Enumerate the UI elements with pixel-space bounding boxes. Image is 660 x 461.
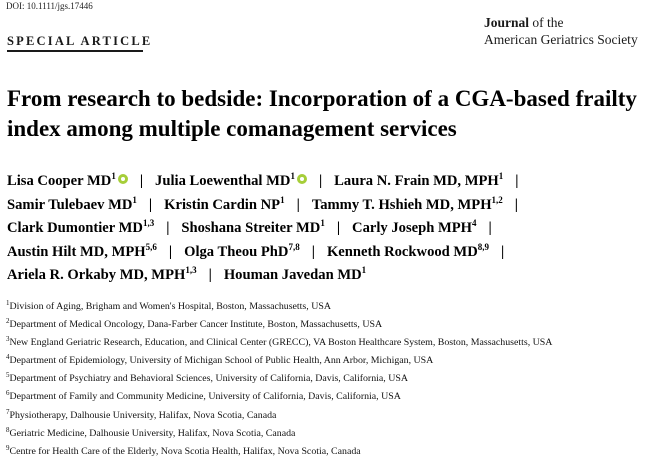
author-name-text: Shoshana Streiter MD bbox=[181, 220, 321, 237]
journal-logo[interactable] bbox=[484, 14, 638, 48]
author-line bbox=[7, 170, 657, 194]
author-name[interactable] bbox=[352, 220, 477, 236]
affiliation-item bbox=[6, 425, 656, 443]
author-separator: | bbox=[296, 196, 300, 213]
author-separator: | bbox=[166, 220, 170, 237]
affiliation-item bbox=[6, 443, 656, 461]
journal-logo-word: Journal bbox=[484, 15, 530, 30]
author-separator: | bbox=[139, 173, 144, 189]
affiliation-item bbox=[6, 407, 656, 425]
author-name[interactable] bbox=[155, 173, 307, 189]
author-name[interactable] bbox=[184, 241, 300, 260]
affiliation-item bbox=[6, 316, 656, 334]
affiliation-ref[interactable]: 1,3 bbox=[142, 218, 155, 229]
author-line bbox=[7, 264, 657, 288]
affiliation-number: 1 bbox=[6, 299, 10, 307]
affiliation-text: New England Geriatric Research, Education, and Clinical Center (GRECC), VA Boston Healthcare System, Boston, Massachusetts, USA bbox=[9, 337, 553, 349]
affiliation-number: 3 bbox=[6, 335, 10, 344]
author-name[interactable] bbox=[181, 220, 324, 236]
journal-logo-line1 bbox=[484, 14, 638, 31]
affiliation-ref[interactable]: 1 bbox=[132, 194, 137, 205]
affiliation-text: Division of Aging, Brigham and Women's Hospital, Boston, Massachusetts, USA bbox=[9, 301, 331, 312]
author-separator: | bbox=[336, 220, 341, 237]
author-name[interactable] bbox=[7, 267, 197, 283]
orcid-icon[interactable] bbox=[118, 174, 128, 184]
author-name-text: Austin Hilt MD, MPH bbox=[7, 243, 146, 260]
affiliation-text: Centre for Health Care of the Elderly, Nova Scotia Health, Halifax, Nova Scotia, Canada bbox=[9, 445, 361, 457]
affiliation-ref[interactable]: 1 bbox=[498, 171, 504, 181]
affiliation-ref[interactable]: 1 bbox=[290, 171, 295, 181]
author-name-text: Olga Theou PhD bbox=[184, 243, 289, 260]
author-name-text: Samir Tulebaev MD bbox=[7, 196, 133, 213]
affiliation-number: 7 bbox=[6, 407, 10, 416]
affiliation-text: Department of Medical Oncology, Dana-Farber Cancer Institute, Boston, Massachusetts, USA bbox=[9, 319, 383, 331]
section-underline bbox=[7, 50, 143, 52]
author-separator: | bbox=[311, 243, 315, 260]
author-separator: | bbox=[208, 267, 212, 284]
author-line bbox=[7, 241, 657, 265]
affiliation-text: Geriatric Medicine, Dalhousie University, Halifax, Nova Scotia, Canada bbox=[9, 427, 296, 439]
journal-logo-line2: American Geriatrics Society bbox=[484, 32, 638, 47]
author-separator: | bbox=[318, 173, 323, 189]
section-label: SPECIAL ARTICLE bbox=[7, 34, 153, 48]
affiliation-text: Department of Family and Community Medicine, University of California, Davis, California, USA bbox=[9, 391, 401, 403]
affiliation-item bbox=[6, 352, 656, 370]
author-name-text: Julia Loewenthal MD bbox=[155, 173, 291, 189]
journal-logo-of-the: of the bbox=[529, 15, 564, 30]
affiliation-number: 9 bbox=[6, 443, 10, 452]
author-name[interactable] bbox=[326, 241, 489, 260]
affiliation-number: 8 bbox=[6, 425, 10, 434]
orcid-icon[interactable] bbox=[297, 174, 307, 184]
author-name-text: Houman Javedan MD bbox=[223, 267, 362, 284]
author-separator: | bbox=[514, 196, 519, 213]
affiliation-item bbox=[6, 388, 656, 406]
author-name[interactable] bbox=[224, 267, 366, 283]
affiliation-ref[interactable]: 1 bbox=[361, 265, 367, 276]
affiliation-item bbox=[6, 298, 656, 316]
affiliation-ref[interactable]: 7,8 bbox=[288, 241, 300, 252]
affiliation-item bbox=[6, 334, 656, 352]
affiliation-ref[interactable]: 1 bbox=[320, 218, 325, 229]
affiliation-ref[interactable]: 5,6 bbox=[145, 241, 157, 252]
affiliation-ref[interactable]: 1 bbox=[111, 171, 116, 181]
author-list bbox=[7, 170, 657, 288]
author-separator: | bbox=[148, 196, 153, 213]
affiliation-number: 4 bbox=[6, 353, 10, 362]
author-name[interactable] bbox=[334, 173, 503, 189]
author-separator: | bbox=[515, 173, 519, 189]
author-name-text: Kenneth Rockwood MD bbox=[326, 243, 478, 260]
author-separator: | bbox=[488, 220, 492, 237]
author-name[interactable] bbox=[7, 241, 157, 260]
author-name-text: Laura N. Frain MD, MPH bbox=[334, 173, 499, 189]
affiliation-text: Physiotherapy, Dalhousie University, Halifax, Nova Scotia, Canada bbox=[9, 409, 277, 421]
article-title: From research to bedside: Incorporation of a CGA-based frailty index among multiple comanagement services bbox=[7, 86, 637, 141]
affiliation-ref[interactable]: 4 bbox=[472, 218, 477, 229]
author-name[interactable] bbox=[7, 173, 128, 189]
author-name-text: Carly Joseph MPH bbox=[352, 220, 473, 237]
author-name[interactable] bbox=[164, 194, 285, 213]
affiliation-item bbox=[6, 370, 656, 388]
author-name[interactable] bbox=[7, 220, 154, 236]
affiliation-list bbox=[6, 298, 656, 461]
author-name-text: Lisa Cooper MD bbox=[7, 173, 112, 189]
affiliation-ref[interactable]: 1,2 bbox=[491, 194, 503, 205]
affiliation-number: 2 bbox=[6, 317, 10, 326]
doi-text[interactable]: DOI: 10.1111/jgs.17446 bbox=[6, 1, 93, 11]
author-separator: | bbox=[168, 243, 173, 260]
author-name-text: Kristin Cardin NP bbox=[164, 196, 281, 213]
affiliation-ref[interactable]: 1 bbox=[280, 194, 285, 205]
author-name-text: Ariela R. Orkaby MD, MPH bbox=[7, 267, 186, 284]
affiliation-ref[interactable]: 1,3 bbox=[185, 265, 197, 276]
affiliation-text: Department of Psychiatry and Behavioral Sciences, University of California, Davis, California, USA bbox=[9, 373, 408, 385]
author-line bbox=[7, 194, 657, 218]
author-name[interactable] bbox=[311, 194, 503, 213]
author-name-text: Tammy T. Hshieh MD, MPH bbox=[311, 196, 492, 213]
author-name-text: Clark Dumontier MD bbox=[7, 220, 143, 237]
affiliation-number: 6 bbox=[6, 389, 10, 398]
affiliation-text: Department of Epidemiology, University of Michigan School of Public Health, Ann Arbor, Michigan, USA bbox=[9, 355, 434, 367]
affiliation-ref[interactable]: 8,9 bbox=[477, 241, 489, 252]
author-line bbox=[7, 217, 657, 241]
author-name[interactable] bbox=[7, 194, 137, 213]
affiliation-number: 5 bbox=[6, 371, 10, 380]
author-separator: | bbox=[501, 243, 505, 260]
